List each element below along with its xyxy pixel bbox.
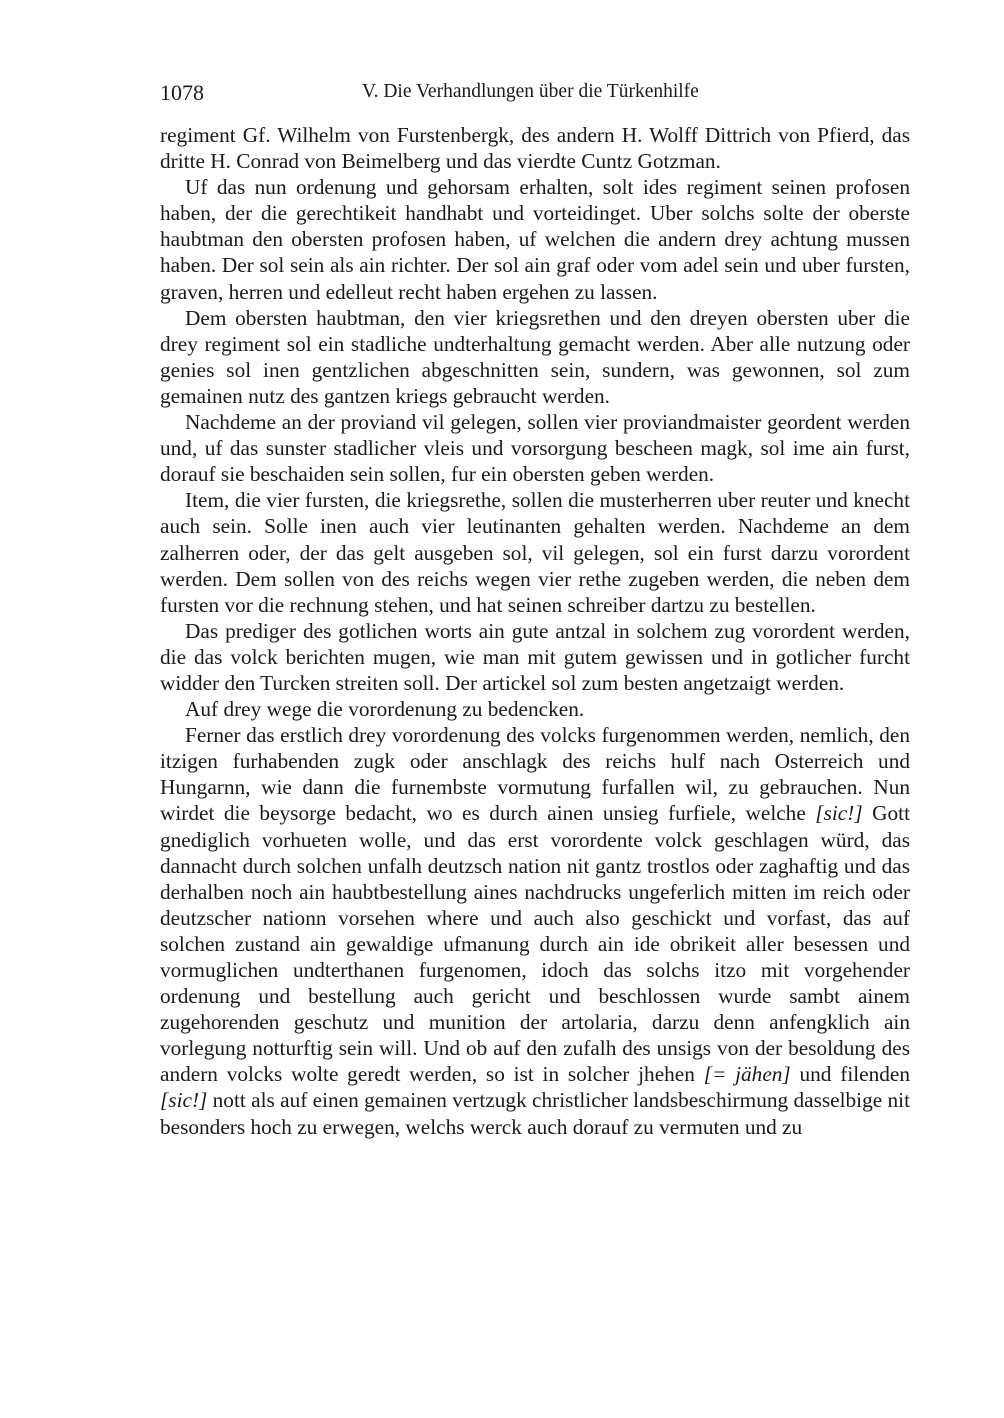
editorial-note: [sic!] [815,801,863,826]
text-segment: nott als auf einen gemainen vertzugk christlicher landsbeschirmung dasselbige nit besonders hoch zu erwegen, welchs werck auch dorauf zu vermuten und zu [160,1088,910,1139]
text-segment: und filenden [790,1062,911,1087]
text-segment: Ferner das erstlich drey vorordenung des volcks furgenommen werden, nemlich, den itzigen furhabenden zugk oder anschlagk des reichs hulf nach Osterreich und Hungarnn, wie dann die furnembste vormutung furfallen wil, zu gebrauchen. Nun wirdet die beysorge bedacht, wo es durch ainen unsieg furfiele, welche [160,723,910,826]
paragraph: regiment Gf. Wilhelm von Furstenbergk, des andern H. Wolff Dittrich von Pfierd, das dritte H. Conrad von Beimelberg und das vierdte Cuntz Gotzman. [160,123,910,174]
running-title: V. Die Verhandlungen über die Türkenhilfe [362,81,699,102]
page-header [160,80,910,110]
paragraph: Dem obersten haubtman, den vier kriegsrethen und den dreyen obersten uber die drey regiment sol ein stadliche undterhaltung gemacht werden. Aber alle nutzung oder genies sol inen gentzlichen abgeschnitten sein, sundern, was gewonnen, sol zum gemainen nutz des gantzen kriegs gebraucht werden. [160,305,910,408]
paragraph: Das prediger des gotlichen worts ain gute antzal in solchem zug vorordent werden, die das volck berichten mugen, wie man mit gutem gewissen und in gotlicher furcht widder den Turcken streiten soll. Der artickel sol zum besten angetzaigt werden. [160,618,910,695]
editorial-note: [sic!] [160,1088,208,1113]
paragraph: Nachdeme an der proviand vil gelegen, sollen vier proviandmaister geordent werden und, uf das sunster stadlicher vleis und vorsorgung bescheen magk, sol ime ain furst, dorauf sie beschaiden sein sollen, fur ein obersten geben werden. [160,410,910,487]
paragraph: Item, die vier fursten, die kriegsrethe, sollen die musterherren uber reuter und knecht auch sein. Solle inen auch vier leutinanten gehalten werden. Nachdeme an dem zalherren oder, der das gelt ausgeben sol, vil gelegen, sol ein furst darzu vorordent werden. Dem sollen von des reichs wegen vier rethe zugeben werden, die neben dem fursten vor die rechnung stehen, und hat seinen schreiber dartzu zu bestellen. [160,488,910,617]
text-segment: Gott gnediglich vorhueten wolle, und das erst vorordente volck geschlagen würd, das dannacht durch solchen unfalh deutzsch nation nit gantz trostlos oder zaghaftig und das derhalben noch ain haubtbestellung aines nachdrucks ungeferlich mitten im reich oder deutzscher nationn vorsehen where und auch also geschickt und vorfast, das auf solchen zustand ain gewaldige ufmanung durch ain ide obrikeit aller besessen und vormuglichen undterthanen furgenomen, idoch das solchs itzo mit vorgehender ordenung und bestellung auch gericht und beschlossen wurde sambt ainem zugehorenden geschutz und munition der artolaria, darzu denn anfengklich ain vorlegung notturftig sein will. Und ob auf den zufalh des unsigs von der besoldung des andern volcks wolte geredt werden, so ist in solcher jhehen [160,801,910,1087]
paragraph-last [160,722,910,1140]
body-text [160,122,910,1140]
paragraph: Uf das nun ordenung und gehorsam erhalten, solt ides regiment seinen profosen haben, der die gerechtikeit handhabt und vorteidinget. Uber solchs solte der oberste haubtman den obersten profosen haben, uf welchen die andern drey achtung mussen haben. Der sol sein als ain richter. Der sol ain graf oder vom adel sein und uber fursten, graven, herren und edelleut recht haben ergehen zu lassen. [160,175,910,304]
editorial-note: [= jähen] [703,1062,791,1087]
page-number: 1078 [160,80,204,105]
paragraph: Auf drey wege die vorordenung zu bedencken. [185,697,585,722]
